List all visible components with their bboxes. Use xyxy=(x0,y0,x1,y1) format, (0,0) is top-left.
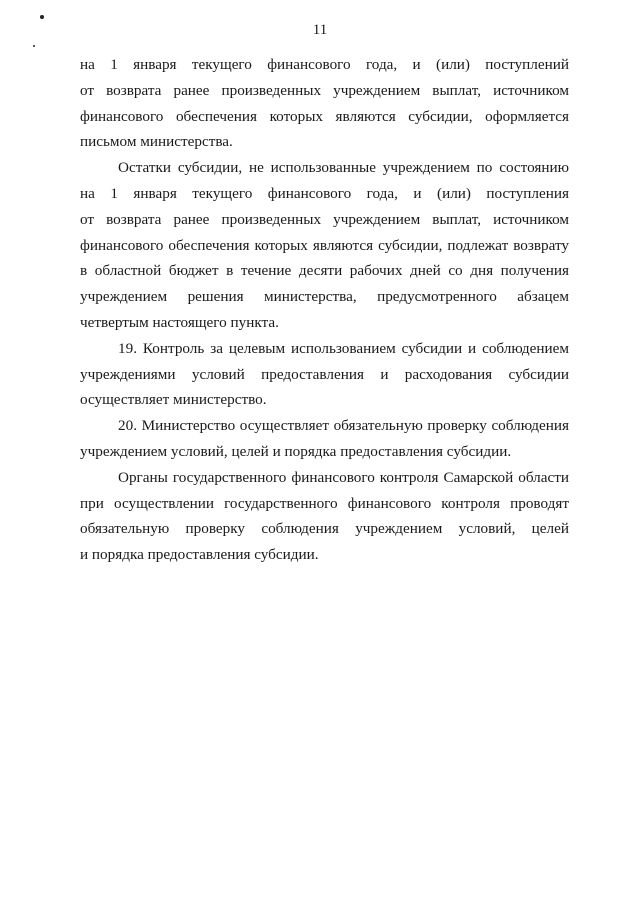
page-number: 11 xyxy=(312,22,328,38)
document-body xyxy=(80,52,569,568)
paragraph xyxy=(80,336,569,413)
text-line: в областной бюджет в течение десяти рабочих дней со дня получения xyxy=(80,262,569,280)
text-line: Остатки субсидии, не использованные учреждением по состоянию xyxy=(118,159,569,177)
paragraph xyxy=(80,52,569,155)
text-line: четвертым настоящего пункта. xyxy=(80,313,279,331)
text-line: на 1 января текущего финансового года, и (или) поступлений xyxy=(80,56,569,73)
paragraph xyxy=(80,413,569,465)
scan-mark xyxy=(40,15,44,19)
text-line: обязательную проверку соблюдения учреждением условий, целей xyxy=(80,520,569,538)
text-line: 19. Контроль за целевым использованием субсидии и соблюдением xyxy=(118,339,569,357)
text-line: от возврата ранее произведенных учреждением выплат, источником xyxy=(80,210,569,228)
text-line: 20. Министерство осуществляет обязательную проверку соблюдения xyxy=(118,417,569,435)
text-line: письмом министерства. xyxy=(80,133,233,151)
text-line: Органы государственного финансового контроля Самарской области xyxy=(118,468,569,486)
text-line: от возврата ранее произведенных учреждением выплат, источником xyxy=(80,81,569,99)
text-line: финансового обеспечения которых являются субсидии, оформляется xyxy=(80,107,569,125)
paragraph xyxy=(80,155,569,336)
text-line: учреждениями условий предоставления и расходования субсидии xyxy=(80,365,569,383)
text-line: финансового обеспечения которых являются субсидии, подлежат возврату xyxy=(80,236,569,254)
text-line: на 1 января текущего финансового года, и (или) поступления xyxy=(80,184,569,202)
text-line: осуществляет министерство. xyxy=(80,391,267,409)
text-line: учреждением условий, целей и порядка предоставления субсидии. xyxy=(80,442,512,460)
text-line: при осуществлении государственного финансового контроля проводят xyxy=(80,494,569,512)
text-line: и порядка предоставления субсидии. xyxy=(80,546,319,564)
paragraph xyxy=(80,465,569,568)
text-line: учреждением решения министерства, предусмотренного абзацем xyxy=(80,288,569,306)
scan-mark xyxy=(33,45,35,47)
